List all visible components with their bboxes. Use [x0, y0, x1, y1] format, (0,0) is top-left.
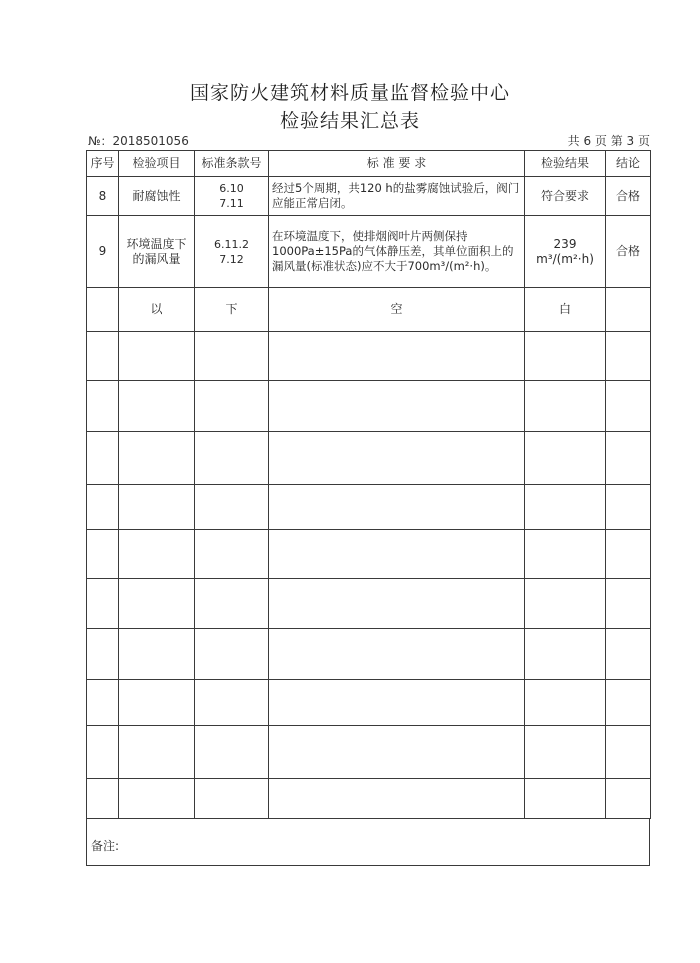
empty-row: [87, 432, 651, 485]
row-result: [525, 216, 606, 288]
blank-marker-3: 空: [269, 288, 525, 332]
org-title: 国家防火建筑材料质量监督检验中心: [189, 82, 510, 104]
row-conclusion: 合格: [606, 177, 651, 216]
col-header-conclusion: 结论: [606, 151, 651, 177]
row-requirement: 在环境温度下，使排烟阀叶片两侧保持1000Pa±15Pa的气体静压差，其单位面积上的漏风量(标准状态)应不大于700m³/(m²·h)。: [269, 216, 525, 288]
empty-row: [87, 579, 651, 629]
results-table: [86, 150, 651, 819]
empty-row: [87, 332, 651, 381]
table-title: 检验结果汇总表: [279, 110, 420, 132]
col-header-no: 序号: [87, 151, 119, 177]
clause-line: 7.11: [219, 197, 244, 210]
row-conclusion: 合格: [606, 216, 651, 288]
row-item: 环境温度下的漏风量: [119, 216, 195, 288]
empty-row: [87, 530, 651, 579]
blank-marker-2: 下: [195, 288, 269, 332]
empty-row: [87, 629, 651, 680]
row-requirement: 经过5个周期，共120 h的盐雾腐蚀试验后，阀门应能正常启闭。: [269, 177, 525, 216]
row-no: 9: [87, 216, 119, 288]
empty-row: [87, 381, 651, 432]
page-info: 共 6 页 第 3 页: [567, 134, 650, 148]
table-row: [87, 216, 651, 288]
empty-row: [87, 726, 651, 779]
clause-line: 7.12: [219, 252, 244, 266]
result-unit: m³/(m²·h): [536, 251, 594, 266]
empty-row: [87, 680, 651, 726]
empty-row: [87, 485, 651, 530]
col-header-result: 检验结果: [525, 151, 606, 177]
empty-row: [87, 779, 651, 819]
row-result: [525, 177, 606, 216]
col-header-requirement: 标 准 要 求: [269, 151, 525, 177]
row-clause: [195, 216, 269, 288]
report-number: №：2018501056: [88, 134, 189, 148]
row-no: 8: [87, 177, 119, 216]
table-row: [87, 177, 651, 216]
blank-marker-1: 以: [119, 288, 195, 332]
table-header-row: [87, 151, 651, 177]
row-clause: [195, 177, 269, 216]
col-header-item: 检验项目: [119, 151, 195, 177]
clause-line: 6.11.2: [214, 237, 249, 251]
remark-box: [86, 818, 650, 866]
remark-label: 备注:: [91, 839, 120, 853]
blank-marker-row: [87, 288, 651, 332]
col-header-clause: 标准条款号: [195, 151, 269, 177]
result-value: 239: [553, 236, 577, 251]
clause-line: 6.10: [219, 182, 244, 195]
result-value: 符合要求: [540, 188, 589, 203]
row-item: 耐腐蚀性: [119, 177, 195, 216]
blank-marker-4: 白: [525, 288, 606, 332]
